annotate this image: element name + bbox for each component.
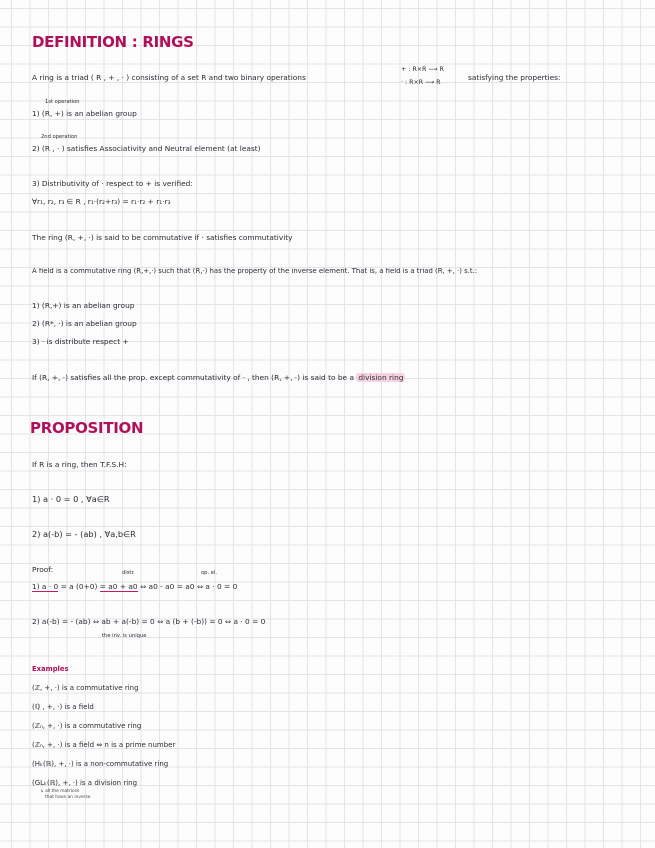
- commutative-ring-definition: The ring (R, +, ·) is said to be commutative if · satisfies commutativity: [32, 233, 293, 242]
- field-definition: A field is a commutative ring (R,+,·) such that (R,·) has the property of the inverse element. That is, a field is a triad (R, +, ·) s.t.:: [32, 268, 478, 275]
- distributivity-formula: ∀r₁, r₂, r₃ ∈ R , r₁·(r₂+r₃) = r₁·r₂ + r₁·r₃: [32, 197, 171, 206]
- proof-1-step-d: = a0 ⇔ a · 0 = 0: [176, 582, 238, 591]
- example-item: (GLₖ(ℝ), +, ·) is a division ring: [32, 779, 138, 787]
- examples-title: Examples: [32, 665, 69, 673]
- opposite-element-annotation: op. el.: [201, 570, 218, 576]
- proof-1-step-c: ⇔ a0 - a0: [140, 582, 175, 591]
- second-operation-note: 2nd operation: [41, 134, 78, 140]
- ring-definition-intro: A ring is a triad ( R , + , · ) consisting of a set R and two binary operations: [32, 73, 306, 82]
- proof-1-lhs: 1) a · 0: [32, 582, 59, 591]
- matrices-note-line-1: ↳ all the matrices: [40, 789, 80, 794]
- inverse-unique-annotation: the inv. is unique: [102, 633, 147, 639]
- ring-property-2: 2) (R , · ) satisfies Associativity and Neutral element (at least): [32, 144, 261, 153]
- definition-title: DEFINITION : RINGS: [32, 33, 194, 51]
- proof-2: 2) a(-b) = - (ab) ⇔ ab + a(-b) = 0 ⇔ a (b + (-b)) = 0 ⇔ a · 0 = 0: [32, 617, 266, 626]
- first-operation-note: 1st operation: [45, 99, 80, 105]
- distributivity-annotation: distr.: [122, 570, 135, 576]
- proposition-title: PROPOSITION: [30, 419, 144, 437]
- division-ring-text: If (R, +, ·) satisfies all the prop. except commutativity of · , then (R, +, ·) is said to be a: [32, 373, 354, 382]
- field-property-2: 2) (R*, ·) is an abelian group: [32, 319, 137, 328]
- example-item: (Hₖ(ℝ), +, ·) is a non-commutative ring: [32, 760, 169, 768]
- ring-property-3: 3) Distributivity of · respect to + is verified:: [32, 179, 193, 188]
- division-ring-term: division ring: [358, 373, 404, 382]
- claim-1: 1) a · 0 = 0 , ∀a∈R: [32, 494, 110, 504]
- field-property-3: 3) · is distribute respect +: [32, 337, 129, 346]
- proof-label: Proof:: [32, 565, 54, 574]
- example-item: (ℤₙ, +, ·) is a commutative ring: [32, 722, 142, 730]
- example-item: (ℤ, +, ·) is a commutative ring: [32, 684, 139, 692]
- proof-1: [32, 583, 237, 590]
- operation-plus: + : R×R ⟶ R: [401, 66, 444, 73]
- division-ring-definition: [32, 374, 405, 381]
- ring-definition-intro-end: satisfying the properties:: [468, 73, 561, 82]
- field-property-1: 1) (R,+) is an abelian group: [32, 301, 135, 310]
- claim-2: 2) a(-b) = - (ab) , ∀a,b∈R: [32, 529, 136, 539]
- matrices-note-line-2: that have an inverse: [45, 795, 91, 800]
- operation-dot: · : R×R ⟶ R: [401, 79, 441, 86]
- proof-1-step-b: = a0 + a0: [99, 582, 138, 591]
- proof-1-step-a: = a (0+0): [60, 582, 98, 591]
- example-item: (ℚ , +, ·) is a field: [32, 703, 94, 711]
- ring-property-1: 1) (R, +) is an abelian group: [32, 109, 137, 118]
- example-item: (ℤₙ, +, ·) is a field ⇔ n is a prime number: [32, 741, 176, 749]
- proposition-statement: If R is a ring, then T.F.S.H:: [32, 460, 127, 469]
